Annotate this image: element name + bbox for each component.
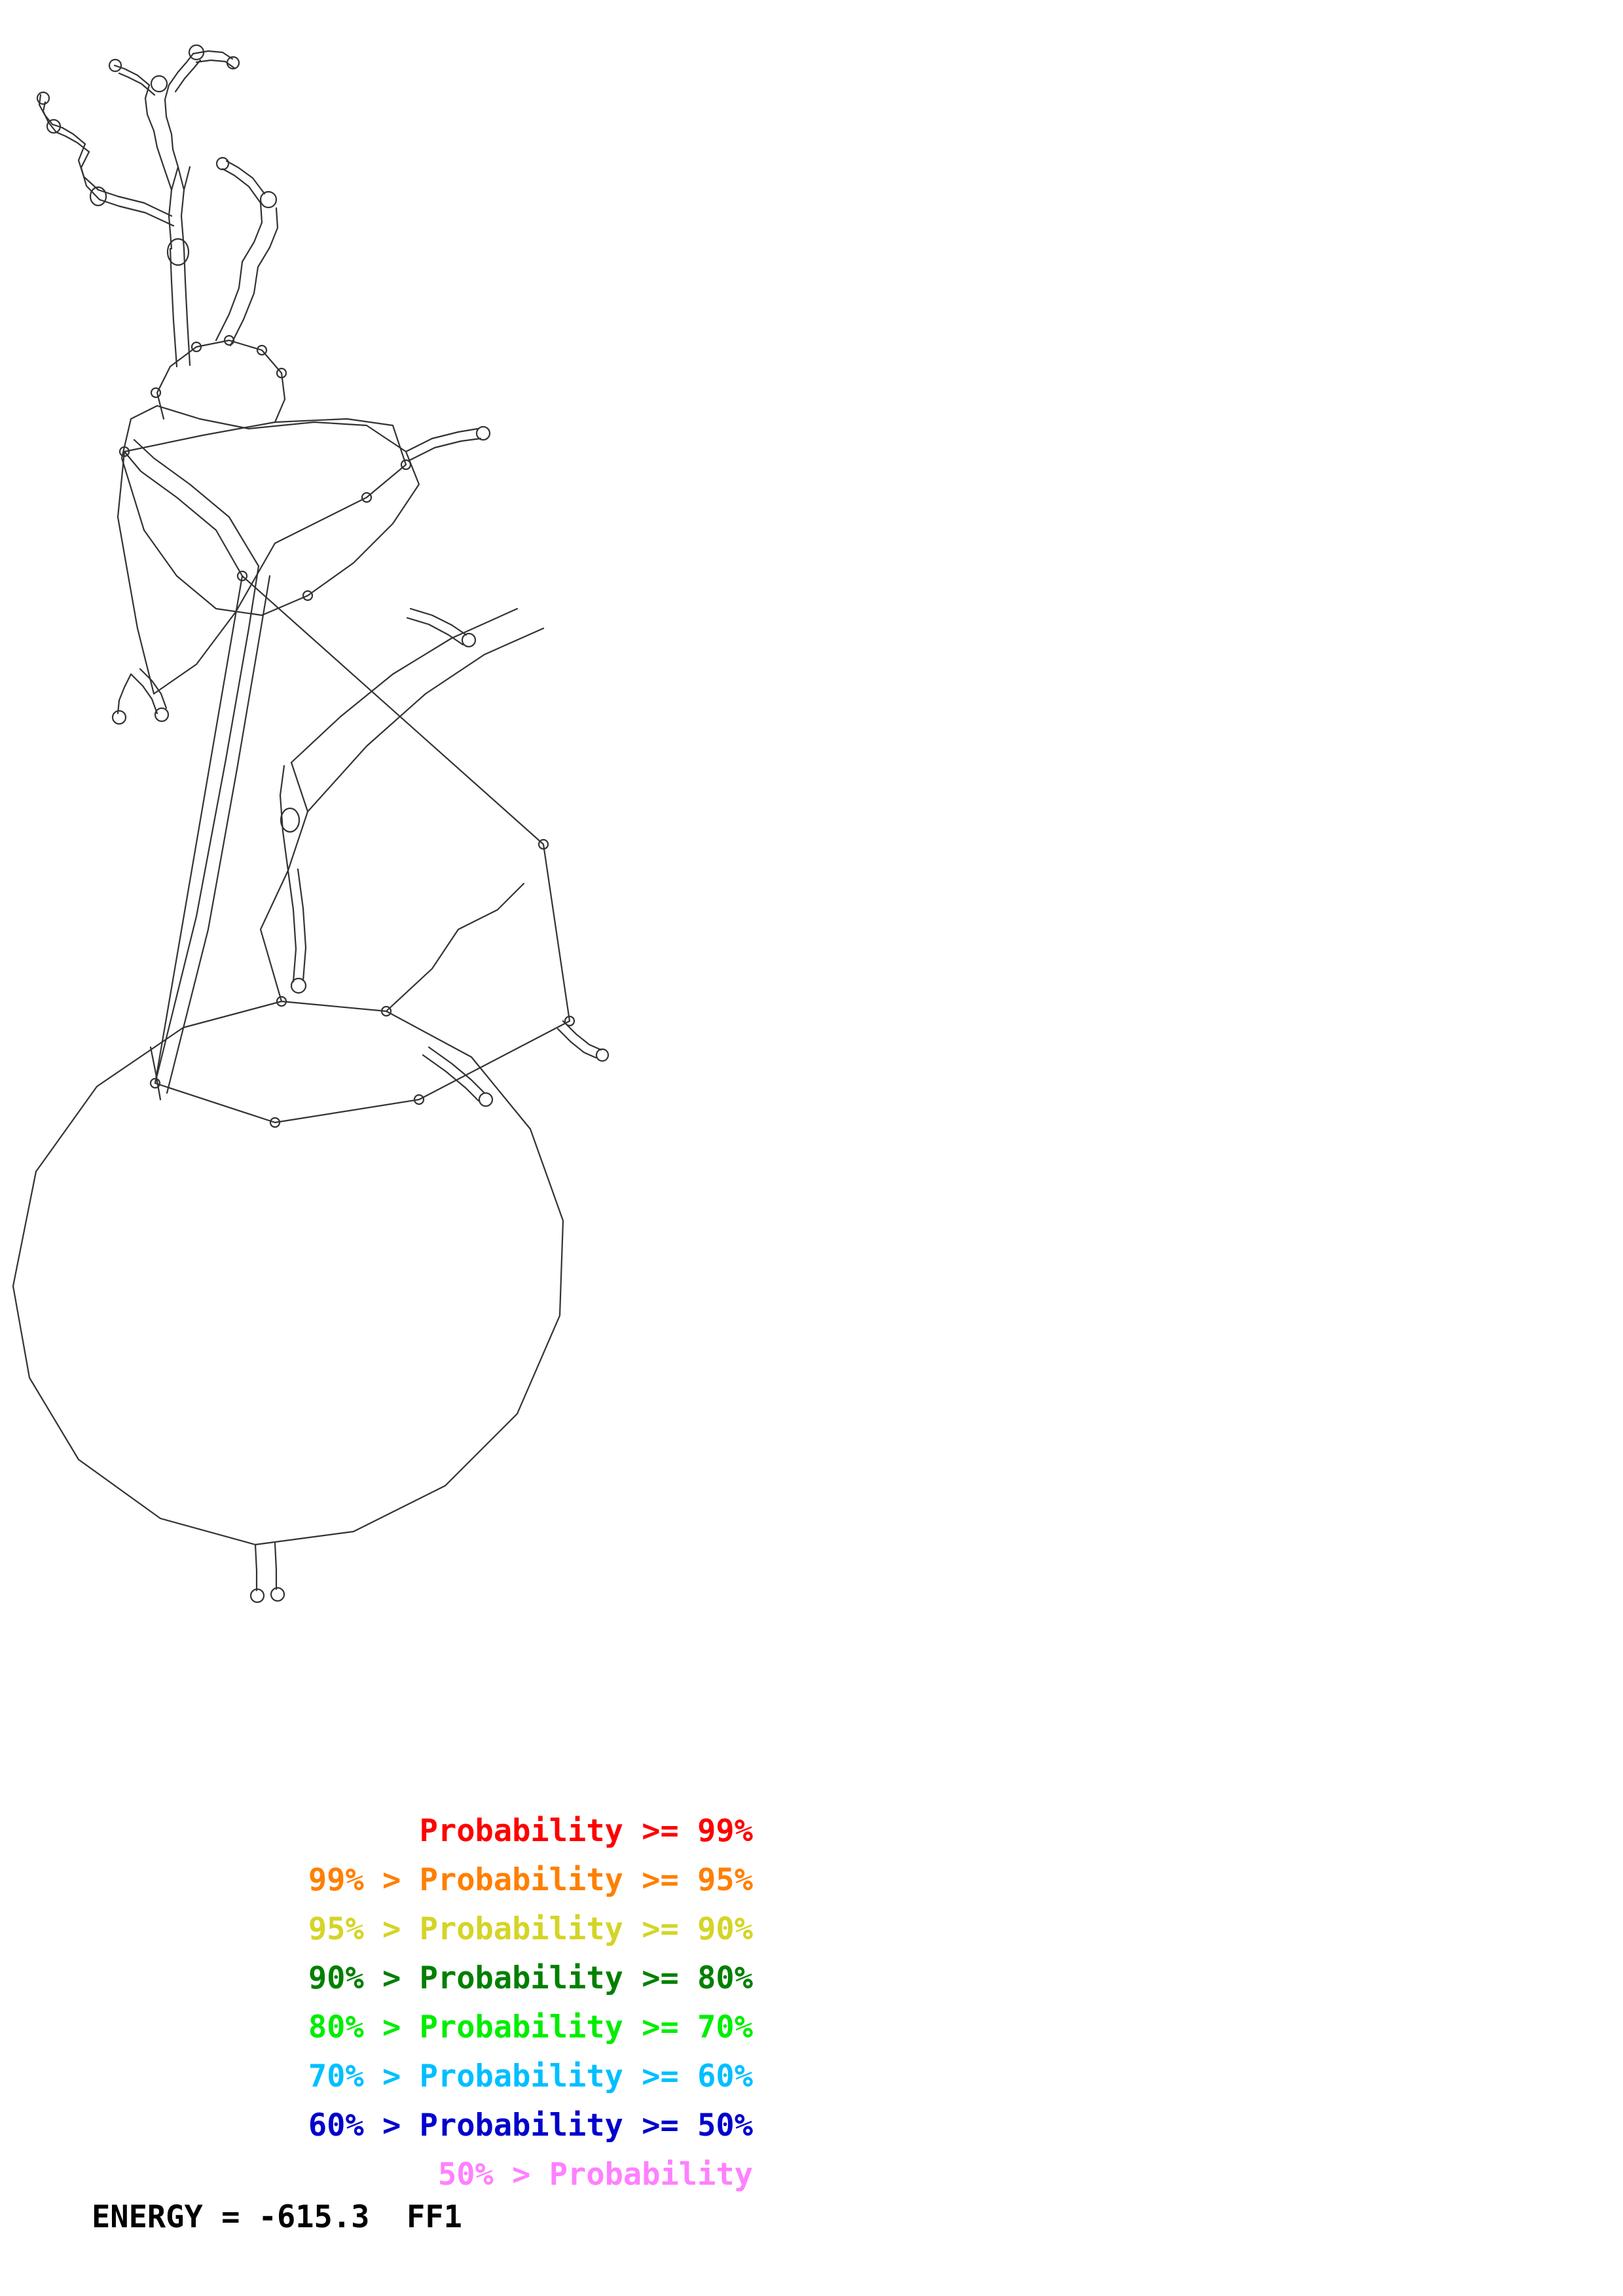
legend-row-2: 99% > Probability >= 95% (308, 1862, 753, 1898)
legend-row-4: 90% > Probability >= 80% (308, 1960, 753, 1996)
structure-backbone (13, 45, 608, 1602)
legend-row-3: 95% > Probability >= 90% (308, 1911, 753, 1947)
legend-row-8: 50% > Probability (437, 2157, 753, 2193)
probability-legend (98, 1806, 818, 2199)
legend-row-5: 80% > Probability >= 70% (308, 2009, 753, 2045)
legend-row-7: 60% > Probability >= 50% (308, 2108, 753, 2144)
legend-row-6: 70% > Probability >= 60% (308, 2058, 753, 2094)
legend-row-1: Probability >= 99% (419, 1813, 753, 1849)
energy-label: ENERGY = -615.3 FF1 (92, 2199, 462, 2235)
